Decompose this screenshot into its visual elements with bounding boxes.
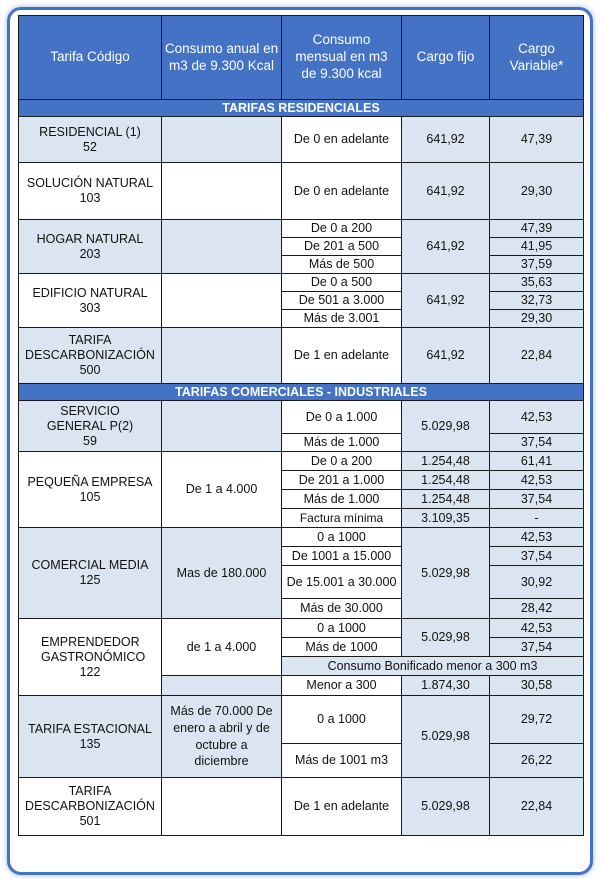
header-row <box>19 16 584 100</box>
bonificado-note: Consumo Bonificado menor a 300 m3 <box>282 657 584 676</box>
range-cell: Más de 500 <box>282 256 402 274</box>
tariff-name: HOGAR NATURAL <box>36 231 144 246</box>
tariff-code: 303 <box>79 300 101 315</box>
tariff-name-cell <box>19 328 162 384</box>
range-cell: De 0 en adelante <box>282 163 402 220</box>
cargo-variable-cell: 26,22 <box>490 744 584 778</box>
tariff-name: EDIFICIO NATURAL <box>32 285 148 300</box>
tariff-name-cell <box>19 401 162 452</box>
table-row <box>19 220 584 238</box>
cargo-fijo-cell: 641,92 <box>402 117 490 163</box>
tariff-name-cell <box>19 274 162 328</box>
tariff-name-cell <box>19 117 162 163</box>
consumo-anual-cell <box>162 676 282 696</box>
tariff-name-cell <box>19 619 162 696</box>
tariff-name: COMERCIAL MEDIA <box>31 558 149 572</box>
cargo-variable-cell: 37,54 <box>490 547 584 566</box>
header-tarifa: Tarifa Código <box>19 16 162 100</box>
cargo-variable-cell: 37,54 <box>490 434 584 452</box>
table-row <box>19 778 584 836</box>
tariff-code: 501 <box>79 814 101 828</box>
range-cell: Más de 1.000 <box>282 434 402 452</box>
header-consumo-mensual: Consumo mensual en m3 de 9.300 kcal <box>282 16 402 100</box>
cargo-fijo-cell: 1.254,48 <box>402 490 490 509</box>
cargo-fijo-cell: 641,92 <box>402 274 490 328</box>
range-cell: 0 a 1000 <box>282 619 402 638</box>
table-row <box>19 328 584 384</box>
tariff-code: 500 <box>79 363 101 377</box>
range-cell: De 1001 a 15.000 <box>282 547 402 566</box>
section-comerciales: TARIFAS COMERCIALES - INDUSTRIALES <box>19 384 584 401</box>
table-row <box>19 274 584 292</box>
table-row <box>19 401 584 434</box>
consumo-anual-cell <box>162 778 282 836</box>
cargo-fijo-cell: 5.029,98 <box>402 696 490 778</box>
tariff-name: PEQUEÑA EMPRESA <box>27 474 153 489</box>
tariff-code: 203 <box>79 246 101 261</box>
table-row <box>19 452 584 471</box>
cargo-variable-cell: 30,92 <box>490 566 584 599</box>
tariff-name-cell <box>19 778 162 836</box>
range-cell: De 0 a 200 <box>282 452 402 471</box>
consumo-anual-cell: Mas de 180.000 <box>162 528 282 619</box>
cargo-fijo-cell: 1.254,48 <box>402 452 490 471</box>
range-cell: 0 a 1000 <box>282 528 402 547</box>
header-cargo-fijo: Cargo fijo <box>402 16 490 100</box>
cargo-fijo-cell: 641,92 <box>402 328 490 384</box>
tariff-name-cell <box>19 452 162 528</box>
tariff-name: TARIFA DESCARBONIZACIÓN <box>25 784 155 813</box>
cargo-fijo-cell: 3.109,35 <box>402 509 490 528</box>
tariff-name: SOLUCIÓN NATURAL <box>26 176 154 190</box>
cargo-variable-cell: 30,58 <box>490 676 584 696</box>
cargo-variable-cell: 61,41 <box>490 452 584 471</box>
cargo-fijo-cell: 5.029,98 <box>402 778 490 836</box>
tariff-name-cell <box>19 163 162 220</box>
cargo-fijo-cell: 5.029,98 <box>402 528 490 619</box>
tariff-code: 103 <box>79 191 101 205</box>
tariff-name-cell <box>19 220 162 274</box>
table-row <box>19 528 584 547</box>
cargo-fijo-cell: 5.029,98 <box>402 619 490 657</box>
header-cargo-variable: Cargo Variable* <box>490 16 584 100</box>
cargo-fijo-cell: 641,92 <box>402 163 490 220</box>
range-cell: De 1 en adelante <box>282 778 402 836</box>
range-cell: De 0 en adelante <box>282 117 402 163</box>
consumo-anual-cell <box>162 220 282 274</box>
cargo-variable-cell: 29,30 <box>490 163 584 220</box>
cargo-variable-cell: 29,30 <box>490 310 584 328</box>
cargo-variable-cell: 37,59 <box>490 256 584 274</box>
tariff-name-cell <box>19 528 162 619</box>
range-cell: Factura mínima <box>282 509 402 528</box>
cargo-variable-cell: 41,95 <box>490 238 584 256</box>
cargo-variable-cell: 42,53 <box>490 471 584 490</box>
range-cell: Más de 3.001 <box>282 310 402 328</box>
tariff-name-cell <box>19 696 162 778</box>
cargo-fijo-cell: 1.874,30 <box>402 676 490 696</box>
range-cell: De 201 a 500 <box>282 238 402 256</box>
range-cell: De 1 en adelante <box>282 328 402 384</box>
consumo-anual-cell <box>162 401 282 452</box>
tariff-name: RESIDENCIAL (1) <box>39 124 141 139</box>
range-cell: Más de 1000 <box>282 638 402 657</box>
consumo-anual-cell <box>162 328 282 384</box>
range-cell: 0 a 1000 <box>282 696 402 744</box>
table-row <box>19 696 584 744</box>
cargo-variable-cell: 42,53 <box>490 528 584 547</box>
cargo-fijo-cell: 5.029,98 <box>402 401 490 452</box>
tariff-code: 52 <box>83 139 97 154</box>
section-residenciales: TARIFAS RESIDENCIALES <box>19 100 584 117</box>
consumo-anual-cell <box>162 274 282 328</box>
tariff-name: EMPRENDEDOR GASTRONÓMICO <box>41 634 146 664</box>
range-cell: De 201 a 1.000 <box>282 471 402 490</box>
range-cell: Más de 1001 m3 <box>282 744 402 778</box>
tariff-code: 135 <box>79 736 101 751</box>
cargo-variable-cell: 29,72 <box>490 696 584 744</box>
consumo-anual-cell: De 1 a 4.000 <box>162 452 282 528</box>
range-cell: Menor a 300 <box>282 676 402 696</box>
consumo-anual-cell <box>162 117 282 163</box>
range-cell: De 0 a 200 <box>282 220 402 238</box>
range-cell: Más de 30.000 <box>282 599 402 619</box>
consumo-anual-cell <box>162 163 282 220</box>
range-cell: De 0 a 500 <box>282 274 402 292</box>
range-cell: De 501 a 3.000 <box>282 292 402 310</box>
cargo-fijo-cell: 1.254,48 <box>402 471 490 490</box>
cargo-variable-cell: 42,53 <box>490 619 584 638</box>
cargo-variable-cell: 37,54 <box>490 490 584 509</box>
tariff-code: 105 <box>79 489 101 504</box>
cargo-variable-cell: 42,53 <box>490 401 584 434</box>
table-row <box>19 117 584 163</box>
range-cell: De 15.001 a 30.000 <box>282 566 402 599</box>
cargo-variable-cell: 35,63 <box>490 274 584 292</box>
table-row <box>19 619 584 638</box>
tariff-code: 125 <box>79 573 101 587</box>
cargo-variable-cell: 47,39 <box>490 117 584 163</box>
tariff-name: TARIFA DESCARBONIZACIÓN <box>25 333 155 362</box>
tariff-name: TARIFA ESTACIONAL <box>28 721 152 736</box>
cargo-variable-cell: 37,54 <box>490 638 584 657</box>
tariff-code: 59 <box>83 433 97 448</box>
cargo-fijo-cell: 641,92 <box>402 220 490 274</box>
table-row <box>19 163 584 220</box>
range-cell: De 0 a 1.000 <box>282 401 402 434</box>
consumo-anual-cell: de 1 a 4.000 <box>162 619 282 676</box>
cargo-variable-cell: 47,39 <box>490 220 584 238</box>
cargo-variable-cell: - <box>490 509 584 528</box>
cargo-variable-cell: 28,42 <box>490 599 584 619</box>
tariff-table <box>18 15 584 836</box>
tariff-code: 122 <box>79 664 101 679</box>
cargo-variable-cell: 32,73 <box>490 292 584 310</box>
consumo-anual-cell: Más de 70.000 De enero a abril y de octubre a diciembre <box>162 696 282 778</box>
cargo-variable-cell: 22,84 <box>490 778 584 836</box>
header-consumo-anual: Consumo anual en m3 de 9.300 Kcal <box>162 16 282 100</box>
range-cell: Más de 1.000 <box>282 490 402 509</box>
cargo-variable-cell: 22,84 <box>490 328 584 384</box>
tariff-name: SERVICIO GENERAL P(2) <box>46 403 134 433</box>
